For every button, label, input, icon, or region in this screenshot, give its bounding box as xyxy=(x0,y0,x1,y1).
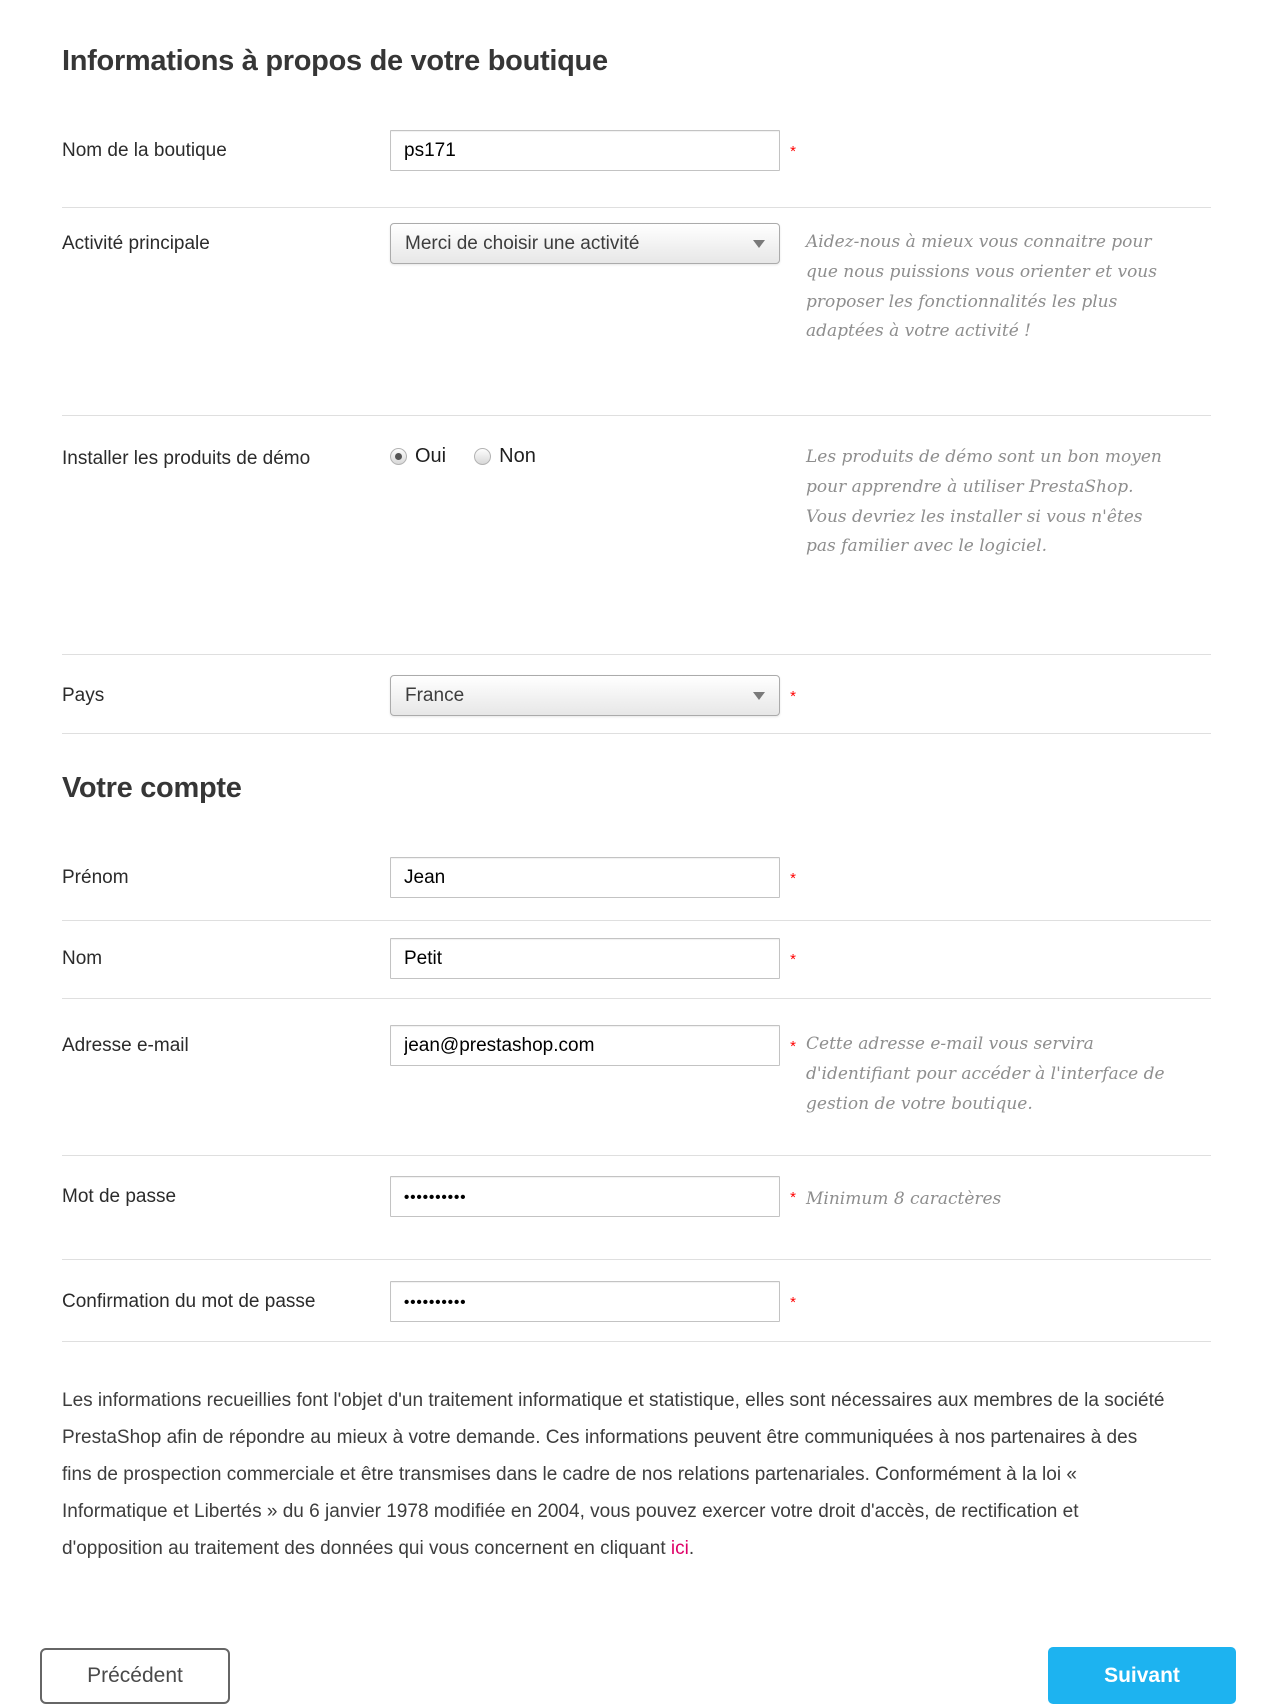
password-confirm-input[interactable] xyxy=(390,1281,780,1322)
wizard-footer xyxy=(40,1647,1236,1704)
radio-unchecked-icon xyxy=(474,448,491,465)
firstname-input[interactable] xyxy=(390,857,780,898)
country-select-value: France xyxy=(405,684,465,706)
shop-info-section-title: Informations à propos de votre boutique xyxy=(62,45,608,77)
activity-select[interactable] xyxy=(390,223,780,264)
firstname-label: Prénom xyxy=(62,867,129,888)
email-input[interactable] xyxy=(390,1025,780,1066)
account-section-title: Votre compte xyxy=(62,772,242,804)
required-asterisk: * xyxy=(790,1038,796,1055)
divider xyxy=(62,1341,1211,1342)
radio-non-label: Non xyxy=(499,445,536,467)
demo-products-radio-non[interactable] xyxy=(474,445,536,468)
email-row xyxy=(62,999,1211,1155)
required-asterisk: * xyxy=(790,1189,796,1207)
lastname-row xyxy=(62,921,1211,998)
chevron-down-icon xyxy=(753,692,765,700)
chevron-down-icon xyxy=(753,240,765,248)
required-asterisk: * xyxy=(790,1294,796,1312)
password-label: Mot de passe xyxy=(62,1186,177,1208)
shop-name-input[interactable] xyxy=(390,130,780,171)
country-select[interactable] xyxy=(390,675,780,716)
activity-label: Activité principale xyxy=(62,233,210,254)
password-confirm-row xyxy=(62,1260,1211,1341)
activity-select-value: Merci de choisir une activité xyxy=(405,232,640,254)
lastname-input[interactable] xyxy=(390,938,780,979)
activity-row xyxy=(62,208,1211,415)
activity-help-text: Aidez-nous à mieux vous connaitre pour que nous puissions vous orienter et vous proposer les fonctionnalités les plus adaptées à votre activité ! xyxy=(806,232,1157,342)
password-confirm-label: Confirmation du mot de passe xyxy=(62,1291,316,1313)
next-button[interactable]: Suivant xyxy=(1048,1647,1236,1704)
demo-products-label: Installer les produits de démo xyxy=(62,448,311,469)
email-label: Adresse e-mail xyxy=(62,1035,189,1056)
country-label: Pays xyxy=(62,685,105,706)
demo-products-radio-oui[interactable] xyxy=(390,445,446,468)
demo-products-help-text: Les produits de démo sont un bon moyen pour apprendre à utiliser PrestaShop. Vous devriez les installer si vous n'êtes pas familier avec le logiciel. xyxy=(806,447,1162,557)
demo-products-radio-group xyxy=(390,438,780,468)
lastname-label: Nom xyxy=(62,948,103,969)
required-asterisk: * xyxy=(790,143,796,160)
demo-products-row xyxy=(62,416,1211,654)
required-asterisk: * xyxy=(790,951,796,968)
shop-name-label: Nom de la boutique xyxy=(62,140,227,161)
shop-name-row xyxy=(62,120,1211,207)
email-help-text: Cette adresse e-mail vous servira d'identifiant pour accéder à l'interface de gestion de votre boutique. xyxy=(806,1034,1165,1114)
password-row xyxy=(62,1156,1211,1259)
password-input[interactable] xyxy=(390,1176,780,1217)
legal-text-end: . xyxy=(688,1538,695,1560)
radio-oui-label: Oui xyxy=(415,445,447,467)
radio-checked-icon xyxy=(390,448,407,465)
previous-button[interactable]: Précédent xyxy=(40,1648,230,1704)
required-asterisk: * xyxy=(790,870,796,887)
password-help-text: Minimum 8 caractères xyxy=(806,1189,1002,1210)
legal-text: Les informations recueillies font l'objet d'un traitement informatique et statistique, elles sont nécessaires aux membres de la société PrestaShop afin de répondre au mieux à votre demande. Ces informations peuvent être communiquées à nos partenaires à des fins de prospection commerciale et être transmises dans le cadre de nos relations partenariales. Conformément à la loi « Informatique et Libertés » du 6 janvier 1978 modifiée en 2004, vous pouvez exercer votre droit d'accès, de rectification et d'opposition au traitement des données qui vous concernent en cliquant xyxy=(62,1390,1165,1560)
required-asterisk: * xyxy=(790,688,796,705)
country-row xyxy=(62,655,1211,733)
legal-notice xyxy=(62,1382,1172,1567)
legal-ici-link[interactable]: ici xyxy=(670,1538,689,1560)
divider xyxy=(62,733,1211,734)
firstname-row xyxy=(62,857,1211,920)
